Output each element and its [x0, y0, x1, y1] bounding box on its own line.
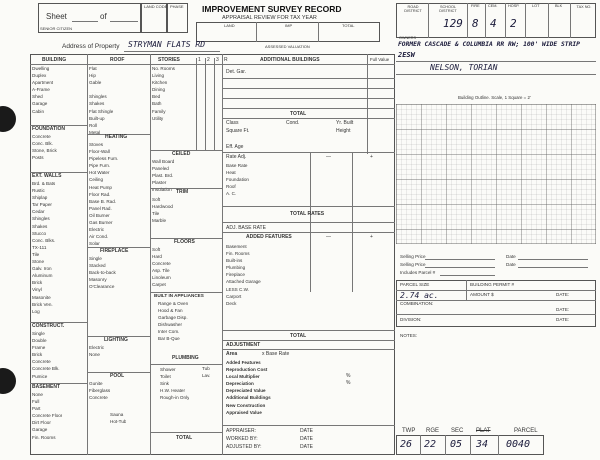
list-item: Hard [152, 254, 162, 260]
list-item: Electric [89, 227, 105, 233]
punch-hole-bottom [0, 368, 16, 394]
list-item: Garbage Disp. [158, 315, 188, 321]
trim-header: TRIM [176, 189, 189, 195]
land-label: LAND [224, 23, 235, 28]
foundation-header: FOUNDATION [32, 126, 65, 132]
form-subtitle: APPRAISAL REVIEW FOR TAX YEAR [222, 15, 317, 21]
pool-header: POOL [110, 373, 125, 379]
list-item: Base Rate [226, 163, 248, 168]
list-item: Apartment [32, 80, 54, 86]
list-item: Base B. Rad. [89, 198, 117, 204]
basement-header: BASEMENT [32, 384, 61, 390]
list-item: Garage [32, 427, 48, 433]
parcel-size-value: 2.74 ac. [400, 291, 439, 300]
worked-by-label: WORKED BY: [226, 436, 258, 442]
list-item: Shower [160, 367, 176, 372]
list-item: Tile [32, 251, 40, 257]
building-outline-caption: Building Outline. Scale, 1 Square = 2' [458, 95, 531, 100]
list-item: Gable [89, 80, 102, 86]
combination-label: COMBINATION: [400, 301, 434, 306]
floors-total-label: TOTAL [176, 435, 193, 441]
list-item: None [89, 352, 100, 358]
rate-adj-label: Rate Adj. [226, 154, 247, 160]
fireplace-header: FIREPLACE [100, 248, 129, 254]
construct-list [32, 330, 60, 380]
list-item: Oil Burner [89, 212, 110, 218]
list-item: None [32, 392, 43, 397]
twp-value: 26 [400, 439, 413, 450]
hosp-label: HOSP. [508, 4, 520, 8]
punch-hole-top [0, 106, 16, 132]
selling-price-label-2: Selling Price [400, 262, 426, 267]
rate-plus: + [370, 154, 373, 160]
permit-date-label: DATE: [556, 292, 570, 297]
list-item: Panel Rad. [89, 205, 112, 211]
list-item: Depreciated Value [226, 388, 266, 394]
list-item: Basement [226, 244, 247, 249]
list-item: Roll [89, 122, 97, 128]
address-label: Address of Property [62, 43, 120, 50]
list-item: Gas Burner [89, 220, 113, 226]
list-item: Duplex [32, 73, 47, 79]
list-item: Bath [152, 101, 162, 107]
multiplier-percent: % [346, 373, 351, 379]
building-outline-grid[interactable] [396, 104, 596, 244]
area-label: Area [226, 351, 238, 357]
pool-list [89, 380, 110, 401]
list-item: Toilet [160, 374, 171, 380]
senior-citizen-label: SENIOR CITIZEN [40, 26, 73, 31]
adjustment-header: ADJUSTMENT [226, 342, 261, 348]
list-item: Dining [152, 87, 166, 93]
plat-value: 34 [476, 439, 489, 450]
list-item: Inter Com. [158, 329, 180, 335]
list-item: Insulation [152, 187, 172, 193]
adj-base-rate-label: ADJ. BASE RATE [226, 225, 266, 231]
list-item: Marble [152, 218, 167, 224]
list-item: Frame [32, 345, 46, 351]
lighting-list [89, 344, 104, 358]
list-item: Conc. Blks. [32, 237, 56, 243]
list-item: Appraised Value [226, 409, 262, 415]
list-item: Dirt Floor [32, 420, 51, 426]
rge-value: 22 [424, 439, 437, 450]
story-col-3: 3 [216, 57, 219, 63]
depreciation-percent: % [346, 380, 351, 386]
list-item: Stoves [89, 142, 104, 147]
story-col-r: R [224, 57, 228, 63]
list-item: Reproduction Cost [226, 367, 268, 373]
list-item: Garage [32, 101, 48, 107]
foundation-list [32, 133, 57, 161]
list-item: Cabin [32, 108, 45, 114]
list-item: Carport [226, 293, 242, 299]
list-item: Vinyl [32, 287, 42, 293]
list-item: Full [32, 399, 40, 405]
main-grid [30, 54, 395, 455]
list-item: Posts [32, 155, 44, 161]
twp-label: TWP [402, 428, 416, 434]
list-item: H.W. Heater [160, 388, 186, 394]
list-item: Fireplace [226, 272, 245, 278]
appliances-header: BUILT IN APPLIANCES [154, 293, 204, 298]
eff-age-label: Eff. Age [226, 144, 244, 150]
list-item: Added Features [226, 360, 261, 365]
list-item: Local Multiplier [226, 374, 260, 380]
list-item: Sink [160, 381, 169, 387]
list-item: Plast. Brd. [152, 173, 174, 179]
list-item: Pipeless Furn. [89, 156, 119, 162]
notes-label: NOTES: [400, 333, 418, 338]
list-item: Cedar [32, 209, 45, 215]
appraiser-label: APPRAISER: [226, 428, 257, 434]
road-district-label: ROAD DISTRICT [404, 5, 422, 14]
lot-label: LOT [532, 4, 540, 8]
parcel-value: 0040 [506, 439, 531, 450]
fire-label: FIRE [471, 4, 480, 8]
list-item: Rough-in Only [160, 395, 190, 401]
adjusted-by-label: ADJUSTED BY: [226, 444, 262, 450]
list-item: Masonite [32, 294, 51, 300]
rate-items-list [226, 162, 249, 197]
list-item: Pipe Furn. [89, 163, 111, 169]
ceiled-header: CEILED [172, 151, 191, 157]
includes-parcel-label: Includes Parcel # [400, 270, 436, 275]
list-item: Air Cond. [89, 234, 109, 240]
cond-label: Cond. [286, 120, 300, 126]
list-item: Shed [32, 94, 43, 100]
list-item: Carpet [152, 282, 166, 288]
adjusted-date: DATE [300, 444, 313, 450]
list-item: Aluminum [32, 273, 53, 279]
plumbing-header: PLUMBING [172, 355, 199, 361]
ext-walls-list [32, 180, 55, 315]
heating-header: HEATING [105, 134, 128, 140]
list-item: Concrete [32, 134, 51, 139]
story-col-1: 1 [198, 57, 201, 63]
list-item: Double [32, 338, 47, 344]
list-item: Fin. Rooms [32, 434, 56, 440]
list-item: Metal [89, 129, 101, 135]
list-item: Tar Paper [32, 202, 52, 208]
list-item: Asp. Tile [152, 268, 170, 274]
list-item: Depreciation [226, 381, 254, 387]
features-total-label: TOTAL [290, 333, 307, 339]
sheet-label: Sheet [46, 12, 67, 21]
list-item: Concrete Blk. [32, 366, 60, 372]
fire-value: 8 [472, 17, 479, 30]
list-item: Additional Buildings [226, 395, 271, 401]
division-date-label: DATE: [556, 317, 570, 322]
feature-plus: + [370, 234, 373, 240]
list-item: Foundation [226, 177, 249, 183]
list-item: A-Frame [32, 87, 50, 93]
list-item: Shakes [89, 101, 105, 107]
list-item: Shingles [32, 216, 50, 222]
list-item: Pumice [32, 373, 48, 379]
base-rate-x-label: x Base Rate [262, 351, 290, 357]
list-item: Soft [152, 247, 161, 252]
list-item: Fin. Rooms [226, 251, 250, 257]
list-item: Single [89, 256, 102, 261]
list-item: Ceiling [89, 177, 104, 183]
added-features-header: ADDED FEATURES [246, 234, 292, 240]
list-item: TX-111 [32, 244, 47, 250]
list-item: Brick [32, 352, 43, 358]
det-gar-label: Det. Gar. [226, 69, 247, 75]
appliances-list [158, 300, 188, 343]
list-item: Range & Oven [158, 301, 189, 306]
floors-list [152, 246, 171, 289]
form-title: IMPROVEMENT SURVEY RECORD [202, 4, 342, 14]
list-item: Hip [89, 73, 96, 79]
story-col-2: 2 [207, 57, 210, 63]
sec-value: 05 [450, 439, 463, 450]
list-item: Utility [152, 115, 164, 121]
list-item: A. C. [226, 191, 237, 197]
ext-walls-header: EXT. WALLS [32, 173, 62, 179]
list-item: Kitchen [152, 80, 168, 86]
school-district-value: 129 [443, 17, 463, 30]
list-item: Hot Water [89, 170, 110, 176]
list-item: Masonry [89, 277, 107, 283]
list-item: Part [32, 406, 41, 412]
sauna-list [110, 411, 126, 425]
list-item: Built-up [89, 115, 105, 121]
list-item: Heat [226, 170, 236, 176]
height-label: Height [336, 128, 351, 134]
hosp-value: 2 [510, 17, 517, 30]
lav-label: Lav. [202, 373, 211, 378]
list-item: Brd. & Bats [32, 181, 56, 186]
list-item: Log [32, 308, 40, 314]
list-item: Concrete [32, 359, 51, 365]
roof-list [89, 65, 113, 136]
feature-minus: — [326, 234, 331, 240]
list-item: Conc. Blk. [32, 141, 53, 147]
list-item: Soft [152, 197, 161, 202]
list-item: Shiplap [32, 195, 48, 201]
list-item: Floor-Wall [89, 149, 110, 155]
adjustment-items-list [226, 359, 271, 416]
list-item: Solar [89, 241, 100, 247]
combination-date-label: DATE: [556, 307, 570, 312]
list-item: Hot-Tub [110, 419, 127, 425]
building-permit-label: BUILDING PERMIT # [470, 282, 515, 287]
tax-no-label: TAX NO. [576, 5, 592, 9]
total-rates-label: TOTAL RATES [290, 211, 325, 217]
list-item: O'Clearance [89, 284, 115, 290]
list-item: Fiberglass [89, 388, 111, 394]
parcel-label: PARCEL [514, 428, 538, 434]
amount-label: AMOUNT $ [470, 292, 494, 297]
list-item: Stacked [89, 263, 106, 269]
additional-buildings-header: ADDITIONAL BUILDINGS [260, 57, 320, 63]
selling-date-2: Date [506, 262, 516, 267]
building-list [32, 65, 53, 115]
list-item: Hardwood [152, 204, 173, 210]
list-item: Stucco [32, 230, 47, 236]
list-item: LESS C.W. [226, 286, 249, 292]
list-item: Brick Ven. [32, 301, 53, 307]
roof-header: ROOF [110, 57, 125, 63]
list-item: Floor Rad. [89, 191, 111, 197]
construct-header: CONSTRUCT. [32, 323, 65, 329]
worked-date: DATE [300, 436, 313, 442]
owner-description-line2: 2ESW [398, 51, 415, 59]
selling-date-1: Date [506, 254, 516, 259]
cem-label: CEM. [488, 4, 498, 8]
owner-description-line1: FORMER CASCADE & COLUMBIA RR RW; 100' WIDE STRIP [398, 41, 580, 48]
list-item: Sauna [110, 412, 124, 417]
class-label: Class [226, 120, 239, 126]
stories-list [152, 65, 175, 122]
owner-name: NELSON, TORIAN [430, 63, 498, 72]
list-item: Family [152, 108, 166, 114]
assessed-valuation-label: ASSESSED VALUATION [265, 44, 310, 49]
list-item: Bed [152, 94, 161, 100]
land-code-label: LAND CODE [144, 4, 168, 9]
list-item: Hood & Fan [158, 308, 183, 314]
list-item: Wall Board [152, 159, 175, 164]
list-item: Heat Pump [89, 184, 112, 190]
school-district-label: SCHOOL DISTRICT [439, 5, 457, 14]
rate-minus: — [326, 154, 331, 160]
list-item: Stone [32, 259, 45, 265]
owners-label: OWNERS [399, 36, 417, 40]
list-item: Shakes [32, 223, 48, 229]
additional-total-label: TOTAL [290, 111, 307, 117]
plumbing-list [160, 366, 189, 401]
list-item [89, 86, 113, 93]
list-item: Dishwasher [158, 322, 182, 328]
feature-items-list [226, 243, 261, 307]
list-item: Attached Garage [226, 279, 261, 285]
list-item: Deck [226, 300, 237, 306]
lighting-header: LIGHTING [104, 337, 128, 343]
full-value-label: Full Value [370, 57, 390, 62]
total-label: TOTAL [342, 23, 355, 28]
imp-label: IMP [285, 23, 293, 28]
heating-list [89, 141, 118, 247]
list-item: Galv. Iron [32, 266, 52, 272]
sec-label: SEC [451, 428, 464, 434]
list-item: Electric [89, 345, 105, 350]
list-item: Flat [89, 66, 97, 71]
tub-label: Tub [202, 366, 210, 371]
list-item: Dwelling [32, 66, 50, 71]
list-item: No. Rooms [152, 66, 175, 71]
list-item: Stone, Brick [32, 148, 57, 154]
basement-list [32, 391, 62, 441]
yr-built-label: Yr. Built [336, 120, 354, 126]
list-item: Linoleum [152, 275, 171, 281]
list-item: Single [32, 331, 45, 336]
list-item: Tile [152, 211, 160, 217]
floors-header: FLOORS [174, 239, 195, 245]
trim-list [152, 196, 173, 224]
list-item: Gunite [89, 381, 103, 386]
rge-label: RGE [426, 428, 440, 434]
list-item: Built-ins [226, 258, 243, 264]
fireplace-list [89, 255, 116, 290]
list-item: Bar B-Que [158, 336, 180, 342]
plat-label: PLAT [476, 428, 491, 434]
list-item: Concrete Floor [32, 413, 63, 419]
list-item: Plumbing [226, 265, 246, 271]
list-item: Living [152, 73, 165, 79]
list-item: Plaster [152, 180, 167, 186]
list-item: Roof [226, 184, 236, 190]
phase-label: PHASE [170, 4, 184, 9]
building-header: BUILDING [42, 57, 67, 63]
selling-price-label-1: Selling Price [400, 254, 426, 259]
of-label: of [100, 12, 107, 21]
cem-value: 4 [490, 17, 497, 30]
list-item: Back-to-back [89, 270, 116, 276]
list-item: Concrete [89, 395, 108, 401]
list-item: Shingles [89, 94, 107, 100]
list-item: New Construction [226, 402, 266, 408]
address-value: STRYMAN FLATS RD [128, 40, 206, 49]
blk-label: BLK [555, 4, 563, 8]
sqft-label: Square Ft. [226, 128, 250, 134]
list-item: Flat Shingle [89, 108, 114, 114]
division-label: DIVISION: [400, 317, 422, 322]
list-item: Rustic [32, 188, 45, 194]
stories-header: STORIES [158, 57, 180, 63]
list-item: Concrete [152, 261, 171, 267]
list-item: Paneled [152, 166, 169, 172]
list-item: Brick [32, 280, 43, 286]
parcel-size-label: PARCEL SIZE [400, 282, 430, 287]
appraiser-date: DATE [300, 428, 313, 434]
